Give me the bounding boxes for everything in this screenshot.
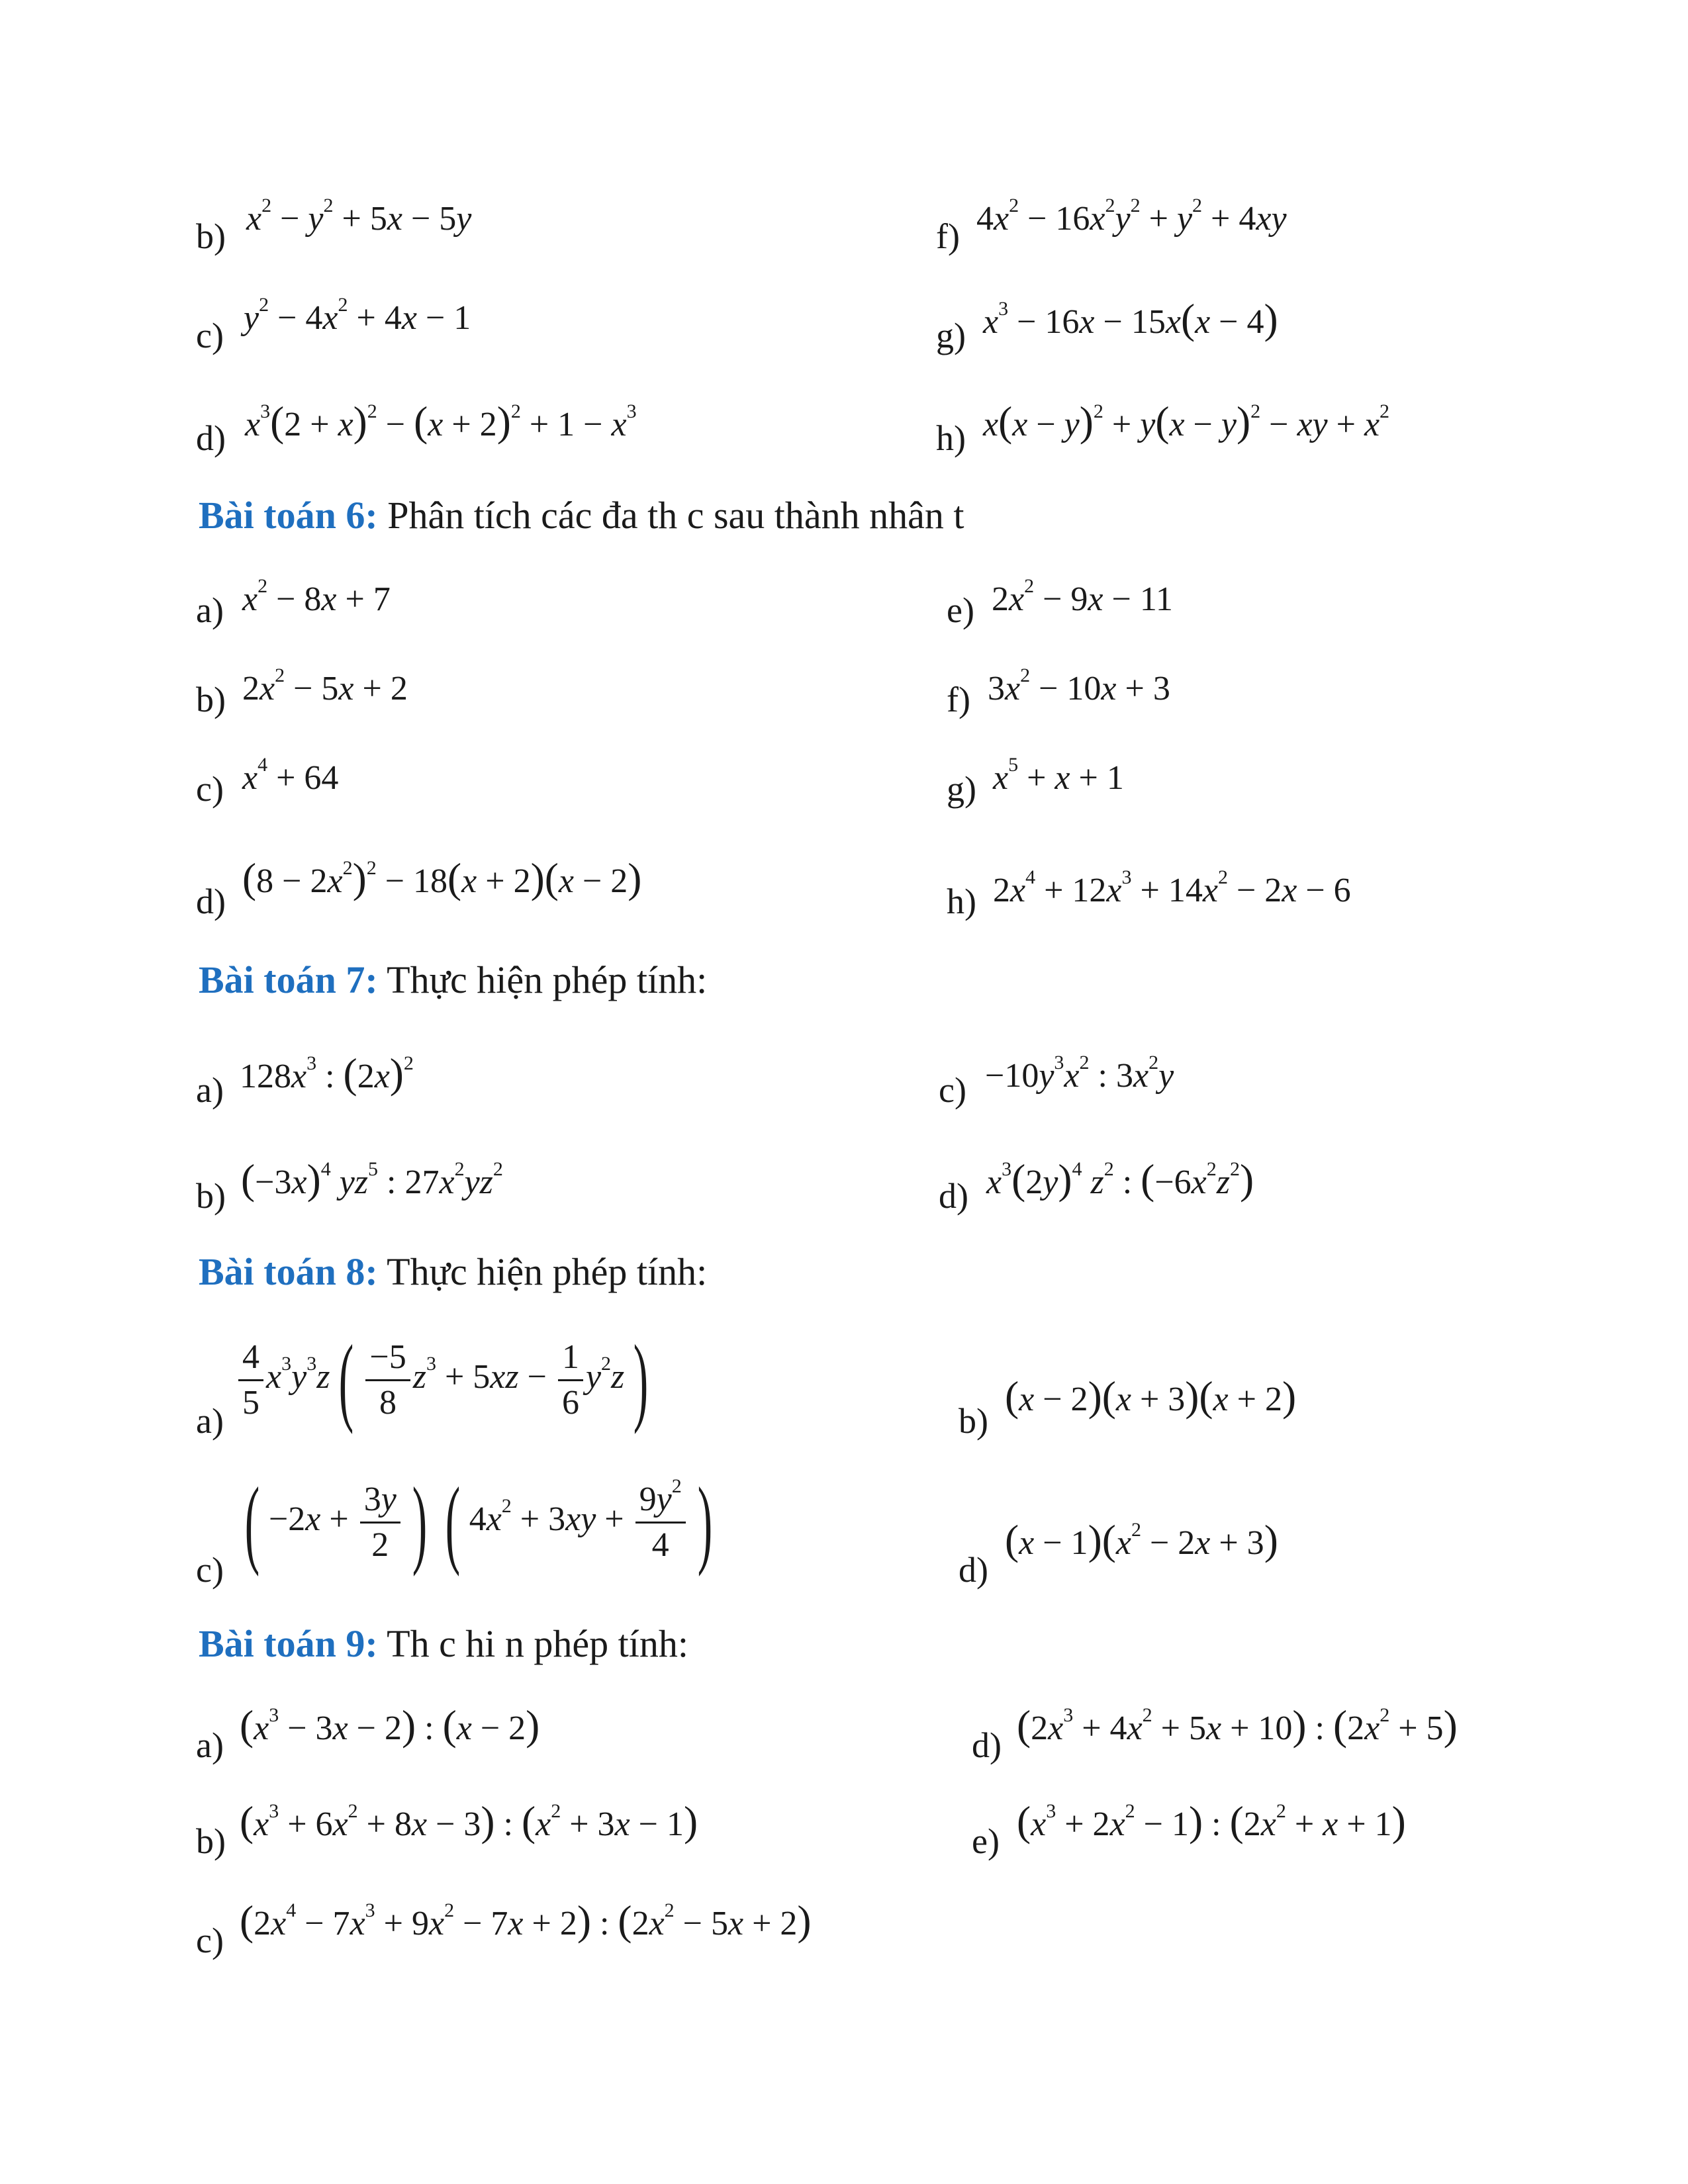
item-label: d) bbox=[972, 1725, 1002, 1765]
item-label: b) bbox=[196, 1821, 226, 1861]
math-expression: $2x^2 - 5x + 2$ bbox=[242, 664, 408, 707]
item-label: d) bbox=[196, 882, 226, 921]
item-label: c) bbox=[939, 1070, 966, 1110]
math-expression: ( −2x + $\frac{3y}{2}$ ) ( $4x^2 + 3xy$ + $\frac{9y^2}{4}$ ) bbox=[244, 1467, 712, 1577]
item-label: d) bbox=[959, 1550, 988, 1590]
heading-label: Bài toán 8: bbox=[199, 1250, 378, 1293]
heading-text: Thực hiện phép tính: bbox=[377, 958, 708, 1001]
problem-9-heading bbox=[199, 1622, 689, 1665]
math-expression: $(x^3 + 6x^2 + 8x - 3)$ : $(x^2 + 3x - 1)$ bbox=[240, 1797, 698, 1844]
item-label: c) bbox=[196, 1550, 224, 1590]
math-expression: $x^2 - y^2 + 5x - 5y$ bbox=[246, 195, 472, 238]
math-expression: $x^3 - 16x - 15x(x - 4)$ bbox=[983, 295, 1278, 342]
math-expression: $x^3(2y)^4$ $z^2$ : $(-6x^2z^2)$ bbox=[986, 1156, 1254, 1203]
math-expression: $2x^4 + 12x^3 + 14x^2 - 2x - 6$ bbox=[993, 866, 1351, 909]
math-expression: $x(x - y)^2 + y(x - y)^2$ − xy + $x^2$ bbox=[983, 398, 1390, 445]
math-expression: $(x^3 + 2x^2 - 1)$ : $(2x^2 + x + 1)$ bbox=[1017, 1797, 1406, 1844]
item-label: e) bbox=[972, 1821, 1000, 1861]
problem-6-heading bbox=[199, 496, 964, 535]
item-label: h) bbox=[936, 418, 966, 458]
math-expression: $(-3x)^4$ $yz^5$ : $27x^2yz^2$ bbox=[241, 1156, 503, 1203]
problem-7-heading bbox=[199, 958, 708, 1001]
item-label: a) bbox=[196, 590, 224, 630]
math-expression: $(2x^4 - 7x^3 + 9x^2 - 7x + 2)$ : $(2x^2 - 5x + 2)$ bbox=[240, 1897, 812, 1944]
heading-text: Thực hiện phép tính: bbox=[377, 1250, 708, 1293]
math-expression: $3x^2 - 10x + 3$ bbox=[988, 664, 1170, 707]
item-label: a) bbox=[196, 1725, 224, 1765]
item-label: b) bbox=[196, 216, 226, 256]
item-label: f) bbox=[936, 216, 960, 256]
item-label: a) bbox=[196, 1401, 224, 1441]
item-label: b) bbox=[959, 1401, 988, 1441]
item-label: b) bbox=[196, 1176, 226, 1216]
math-expression: (x − 2)(x + 3)(x + 2) bbox=[1005, 1373, 1297, 1420]
math-expression: $x^4 + 64$ bbox=[242, 754, 339, 797]
math-expression: $(x - 1)(x^2 - 2x + 3)$ bbox=[1005, 1516, 1278, 1563]
math-expression: $\frac{4}{5}$ $x^3y^3z$( $\frac{-5}{8}$ $z^3 + 5xz$ − $\frac{1}{6}$ $y^2z$) bbox=[236, 1330, 657, 1430]
heading-label: Bài toán 7: bbox=[199, 958, 378, 1001]
heading-label: Bài toán 9: bbox=[199, 1622, 378, 1665]
item-label: g) bbox=[936, 316, 966, 355]
problem-8-heading bbox=[199, 1250, 708, 1293]
item-label: d) bbox=[196, 418, 226, 458]
item-label: e) bbox=[947, 590, 974, 630]
math-expression: $4x^2 - 16x^2y^2 + y^2 + 4xy$ bbox=[976, 195, 1287, 238]
math-expression: $-10y^3x^2$ : $3x^2y$ bbox=[985, 1052, 1174, 1095]
heading-text: Th c hi n phép tính: bbox=[377, 1622, 689, 1665]
math-expression: $x^3(2 + x)^2 - (x + 2)^2 + 1 - x^3$ bbox=[245, 398, 637, 445]
item-label: d) bbox=[939, 1176, 968, 1216]
math-expression: $x^5 + x + 1$ bbox=[993, 754, 1124, 797]
item-label: a) bbox=[196, 1070, 224, 1110]
item-label: c) bbox=[196, 316, 224, 355]
math-expression: $y^2 - 4x^2 + 4x - 1$ bbox=[244, 294, 471, 337]
item-label: b) bbox=[196, 680, 226, 719]
item-label: g) bbox=[947, 769, 976, 809]
math-expression: $x^2 - 8x + 7$ bbox=[242, 575, 391, 618]
item-label: c) bbox=[196, 769, 224, 809]
math-expression: $(2x^3 + 4x^2 + 5x + 10)$ : $(2x^2 + 5)$ bbox=[1017, 1702, 1458, 1749]
heading-text: Phân tích các đa th c sau thành nhân t bbox=[377, 494, 964, 537]
math-expression: $2x^2 - 9x - 11$ bbox=[992, 575, 1173, 618]
math-expression: $128x^3$ : $(2x)^2$ bbox=[240, 1050, 414, 1097]
item-label: f) bbox=[947, 680, 970, 719]
math-expression: $(x^3 - 3x - 2)$ : (x − 2) bbox=[240, 1702, 540, 1749]
item-label: h) bbox=[947, 882, 976, 921]
item-label: c) bbox=[196, 1921, 224, 1960]
heading-label: Bài toán 6: bbox=[199, 494, 378, 537]
math-expression: $(8 - 2x^2)^2 - 18(x + 2)(x - 2)$ bbox=[242, 854, 642, 901]
